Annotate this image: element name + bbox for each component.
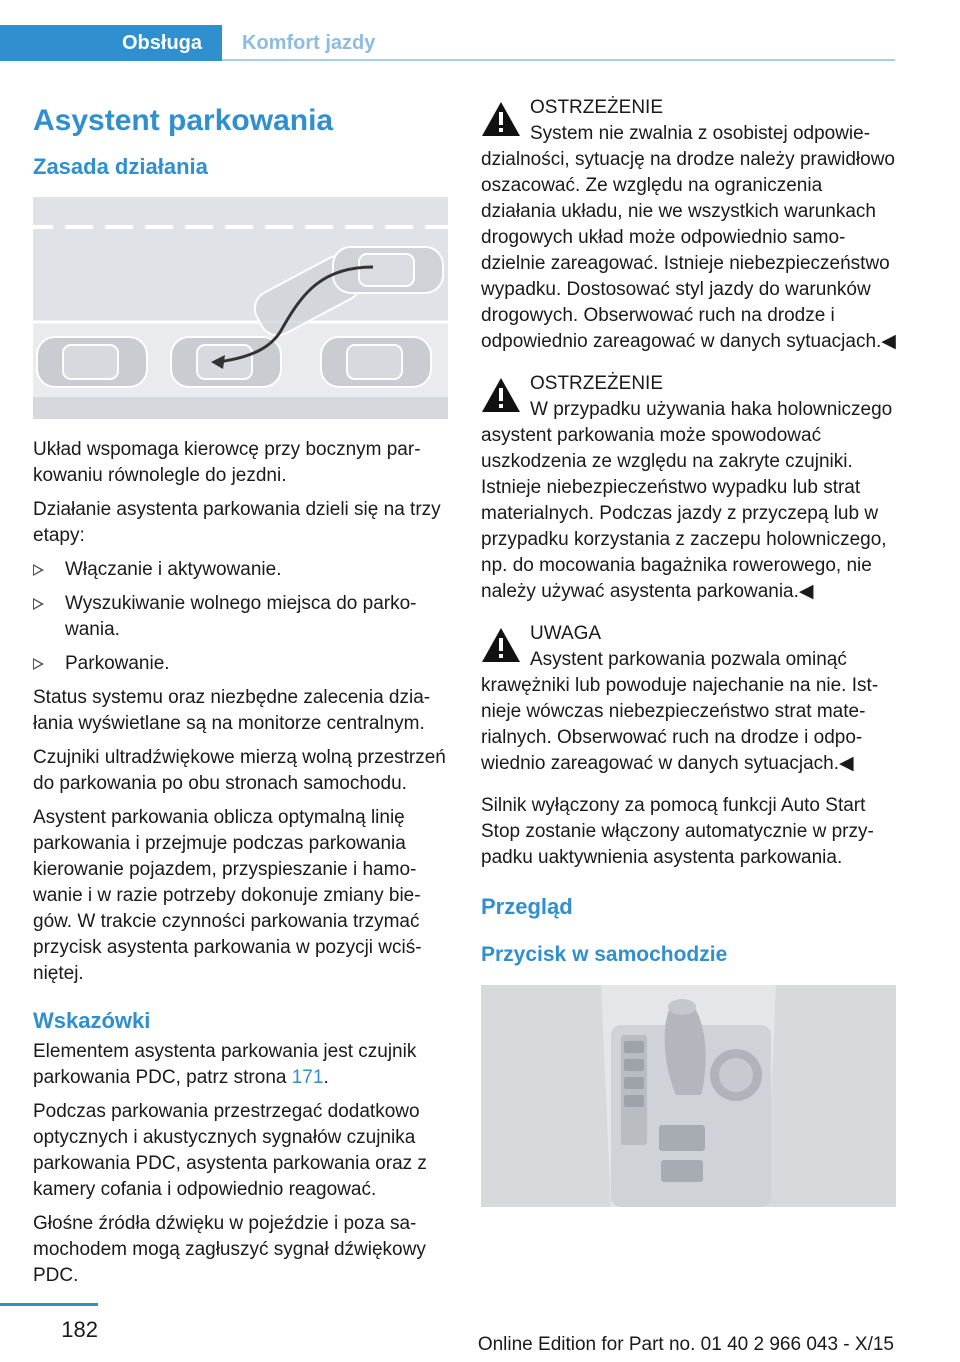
section-title-overview: Przegląd: [481, 894, 573, 919]
paragraph: Asystent parkowania oblicza optymalną linię parkowania i przejmuje podczas parkowania kierowanie pojazdem, przyspieszanie i hamowanie i w razie potrzeby dokonuje zmiany biegów. W trakcie czynności parkowania trzymać przycisk asystenta parkowania w pozycji wciśniętej.: [33, 807, 422, 984]
warning-triangle-icon: [481, 377, 521, 413]
right-column: [481, 95, 896, 1207]
warning-block: [481, 95, 896, 355]
list-item: Włączanie i aktywowanie.: [33, 557, 448, 583]
warning-triangle-icon: [481, 627, 521, 663]
footer-divider: [0, 1303, 98, 1306]
paragraph: Podczas parkowania przestrzegać dodatkowo optycznych i akustycznych sygnałów czujnika parkowania PDC, asystenta parkowania oraz z kamery cofania i odpowiednio reagować.: [33, 1101, 427, 1200]
section-title-hints: Wskazówki: [33, 1008, 151, 1033]
paragraph: Elementem asystenta parkowania jest czujnik parkowania PDC, patrz strona 171.: [33, 1041, 417, 1088]
warning-heading: OSTRZEŻENIE: [530, 97, 664, 118]
section-title-principle: Zasada działania: [33, 154, 208, 179]
header-divider: [222, 59, 895, 61]
triangle-bullet-icon: [33, 564, 44, 576]
page-title: Asystent parkowania: [33, 104, 334, 137]
caution-text: Asystent parkowania pozwala ominąć krawężniki lub powoduje najechanie na nie. Istnieje wówczas niebezpieczeństwo strat materialnych. Obserwować ruch na drodze i odpowiednio zareagować w danych sytuacjach.◀: [481, 649, 879, 774]
paragraph: Status systemu oraz niezbędne zalecenia działania wyświetlane są na monitorze centralnym.: [33, 687, 431, 734]
paragraph: Głośne źródła dźwięku w pojeździe i poza samochodem mogą zagłuszyć sygnał dźwiękowy PDC.: [33, 1213, 426, 1286]
warning-text: System nie zwalnia z osobistej odpowiedzialności, sytuację na drodze należy prawidłowo oszacować. Ze względu na ograniczenia działania układu, nie we wszystkich warunkach drogowych układ może odpowiednio samodzielnie zareagować. Istnieje niebezpieczeństwo wypadku. Dostosować styl jazdy do warunków drogowych. Obserwować ruch na drodze i odpowiednio zareagować w danych sytuacjach.◀: [481, 123, 896, 352]
left-column: [33, 95, 448, 1297]
paragraph: Czujniki ultradźwiękowe mierzą wolną przestrzeń do parkowania po obu stronach samochodu.: [33, 747, 446, 794]
caution-heading: UWAGA: [530, 623, 602, 644]
list-item: Parkowanie.: [33, 651, 448, 677]
page-link[interactable]: 171: [291, 1067, 324, 1088]
header-tabs: [0, 25, 895, 61]
section-title-button: Przycisk w samochodzie: [481, 943, 728, 966]
list-item: Wyszukiwanie wolnego miejsca do parkowania.: [33, 591, 448, 643]
triangle-bullet-icon: [33, 598, 44, 610]
paragraph: Układ wspomaga kierowcę przy bocznym parkowaniu równolegle do jezdni.: [33, 439, 421, 486]
triangle-bullet-icon: [33, 658, 44, 670]
online-edition-label: Online Edition for Part no. 01 40 2 966 043 - X/15: [477, 1334, 894, 1355]
parking-illustration: [33, 197, 448, 419]
tab-komfort-jazdy[interactable]: Komfort jazdy: [242, 31, 376, 54]
paragraph: Silnik wyłączony za pomocą funkcji Auto Start Stop zostanie włączony automatycznie w przypadku uaktywnienia asystenta parkowania.: [481, 795, 874, 868]
warning-block: [481, 371, 896, 605]
caution-block: [481, 621, 896, 777]
paragraph: Działanie asystenta parkowania dzieli się na trzy etapy:: [33, 499, 441, 546]
car-icon: [37, 337, 147, 387]
tab-obsluga[interactable]: Obsługa: [0, 25, 222, 61]
center-console-photo: [481, 985, 896, 1207]
steps-list: [33, 557, 448, 677]
page-number: 182: [61, 1317, 98, 1342]
warning-text: W przypadku używania haka holowniczego asystent parkowania może spowodować uszkodzenia ze względu na zakryte czujniki. Istnieje niebezpieczeństwo wypadku lub strat materialnych. Podczas jazdy z przyczepą lub w przypadku korzystania z zaczepu holowniczego, np. do mocowania bagażnika rowerowego, nie należy używać asystenta parkowania.◀: [481, 399, 893, 602]
warning-heading: OSTRZEŻENIE: [530, 373, 664, 394]
warning-triangle-icon: [481, 101, 521, 137]
